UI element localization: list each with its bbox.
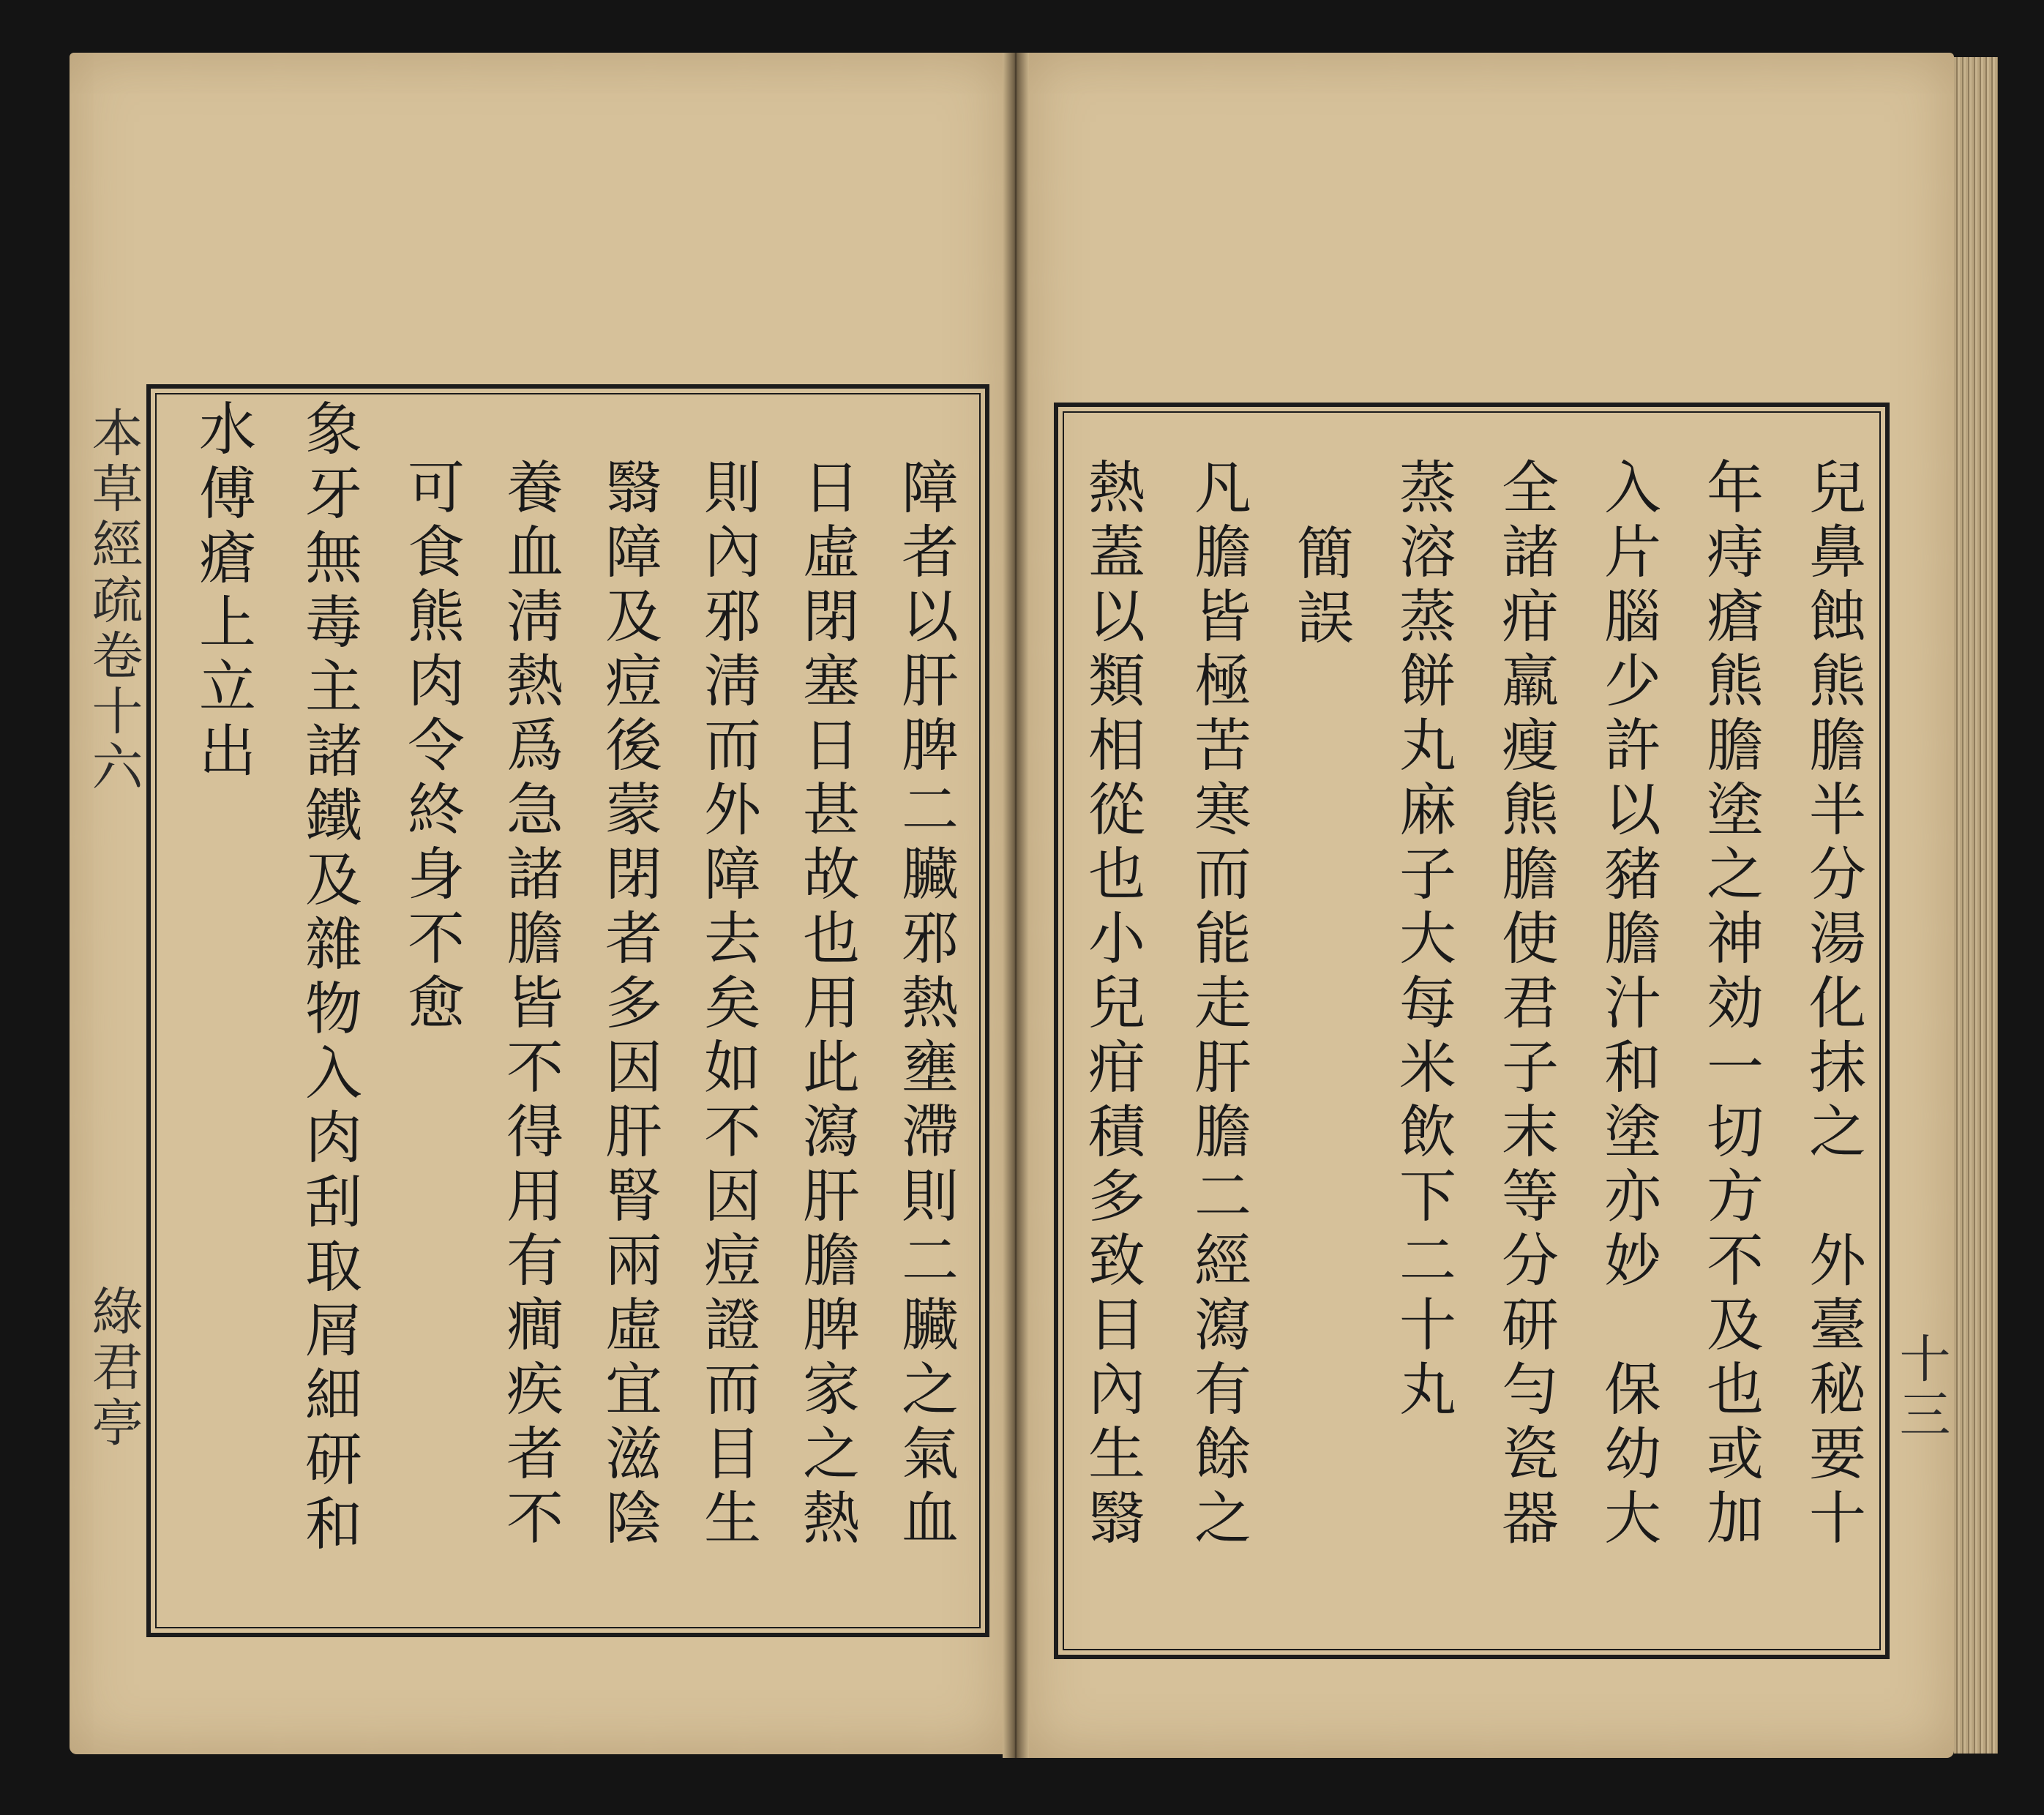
- left-column-1: 障者以肝脾二臟邪熱壅滯則二臟之氣血: [892, 457, 958, 1552]
- right-text-frame: [1054, 403, 1890, 1659]
- publisher-mark: 綠君亭: [83, 1284, 143, 1451]
- right-column-7: 凡膽皆極苦寒而能走肝膽二經瀉有餘之: [1185, 457, 1251, 1552]
- right-column-8: 熱蓋以類相從也小兒疳積多致目內生翳: [1079, 457, 1145, 1552]
- left-column-3: 則內邪淸而外障去矣如不因痘證而目生: [695, 457, 760, 1552]
- right-column-2: 年痔瘡熊膽塗之神効一切方不及也或加: [1697, 457, 1763, 1552]
- book-gutter: [1003, 53, 1029, 1758]
- right-column-3: 入片腦少許以豬膽汁和塗亦妙 保幼大: [1595, 457, 1661, 1552]
- left-column-7: 象牙無毒主諸鐵及雜物入肉刮取屑細研和: [296, 399, 362, 1558]
- page-edges: [1954, 57, 1998, 1754]
- left-column-6: 可食熊肉令終身不愈: [398, 457, 464, 1037]
- left-column-5: 養血淸熱爲急諸膽皆不得用有癎疾者不: [497, 457, 563, 1552]
- right-column-1: 兒鼻蝕熊膽半分湯化抹之 外臺秘要十: [1800, 457, 1865, 1552]
- left-column-2: 日虛閉塞日甚故也用此瀉肝膽脾家之熱: [793, 457, 859, 1552]
- right-column-4: 全諸疳羸瘦熊膽使君子末等分研勻瓷器: [1492, 457, 1558, 1552]
- left-text-frame: [146, 384, 989, 1637]
- page-number: 十三: [1891, 1332, 1951, 1443]
- right-column-5: 蒸溶蒸餅丸麻子大每米飲下二十丸: [1390, 457, 1456, 1423]
- left-column-8: 水傅瘡上立出: [190, 399, 255, 785]
- book-title: 本草經疏卷十六: [83, 406, 143, 796]
- section-heading: 簡誤: [1287, 523, 1353, 652]
- left-column-4: 翳障及痘後蒙閉者多因肝腎兩虛宜滋陰: [596, 457, 662, 1552]
